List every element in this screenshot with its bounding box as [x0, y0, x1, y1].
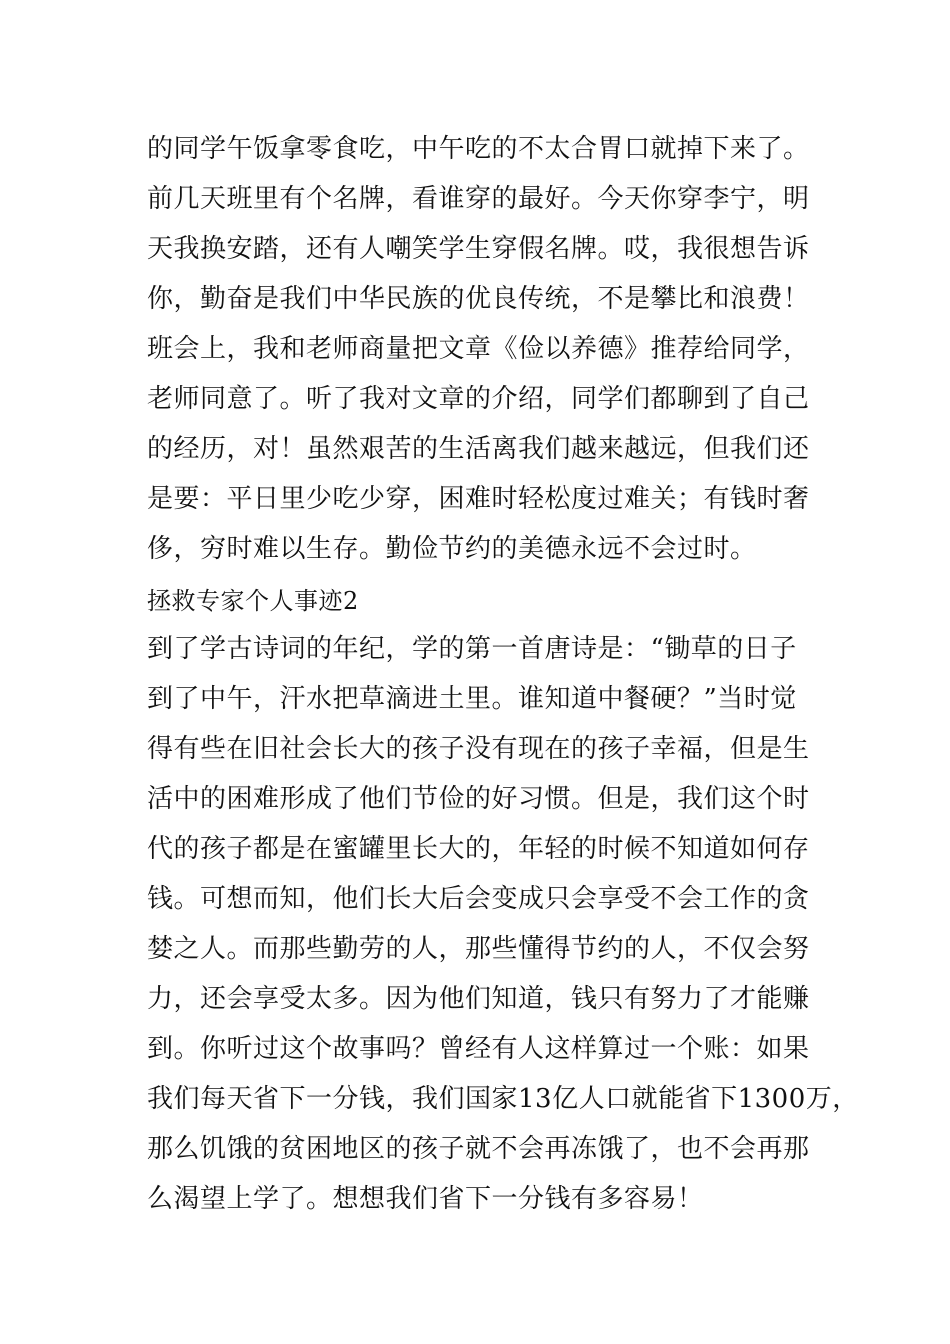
text-line: 老师同意了。听了我对文章的介绍，同学们都聊到了自己	[147, 384, 810, 414]
text-line: 天我换安踏，还有人嘲笑学生穿假名牌。哎，我很想告诉	[147, 234, 810, 264]
text-line: 前几天班里有个名牌，看谁穿的最好。今天你穿李宁，明	[147, 184, 810, 214]
text-line: 力，还会享受太多。因为他们知道，钱只有努力了才能赚	[147, 984, 810, 1014]
text-line: 的经历，对！虽然艰苦的生活离我们越来越远，但我们还	[147, 434, 810, 464]
text-line: 得有些在旧社会长大的孩子没有现在的孩子幸福，但是生	[147, 734, 810, 764]
text-line: 婪之人。而那些勤劳的人，那些懂得节约的人，不仅会努	[147, 934, 810, 964]
text-line: 的同学午饭拿零食吃，中午吃的不太合胃口就掉下来了。	[147, 134, 810, 164]
text-line: 那么饥饿的贫困地区的孩子就不会再冻饿了，也不会再那	[147, 1134, 810, 1164]
text-line: 到了中午，汗水把草滴进土里。谁知道中餐硬？”当时觉	[147, 684, 797, 714]
text-line: 是要：平日里少吃少穿，困难时轻松度过难关；有钱时奢	[147, 484, 810, 514]
text-line: 我们每天省下一分钱，我们国家13亿人口就能省下1300万，	[147, 1084, 859, 1114]
text-line: 么渴望上学了。想想我们省下一分钱有多容易！	[147, 1184, 704, 1214]
text-line: 活中的困难形成了他们节俭的好习惯。但是，我们这个时	[147, 784, 810, 814]
text-line: 到。你听过这个故事吗？曾经有人这样算过一个账：如果	[147, 1034, 810, 1064]
text-line: 到了学古诗词的年纪，学的第一首唐诗是：“锄草的日子	[147, 634, 797, 664]
text-line: 代的孩子都是在蜜罐里长大的，年轻的时候不知道如何存	[147, 834, 810, 864]
text-line: 侈，穷时难以生存。勤俭节约的美德永远不会过时。	[147, 534, 757, 564]
section-heading: 拯救专家个人事迹2	[147, 587, 359, 615]
text-line: 钱。可想而知，他们长大后会变成只会享受不会工作的贪	[147, 884, 810, 914]
text-line: 你，勤奋是我们中华民族的优良传统，不是攀比和浪费！	[147, 284, 810, 314]
text-line: 班会上，我和老师商量把文章《俭以养德》推荐给同学，	[147, 334, 810, 364]
